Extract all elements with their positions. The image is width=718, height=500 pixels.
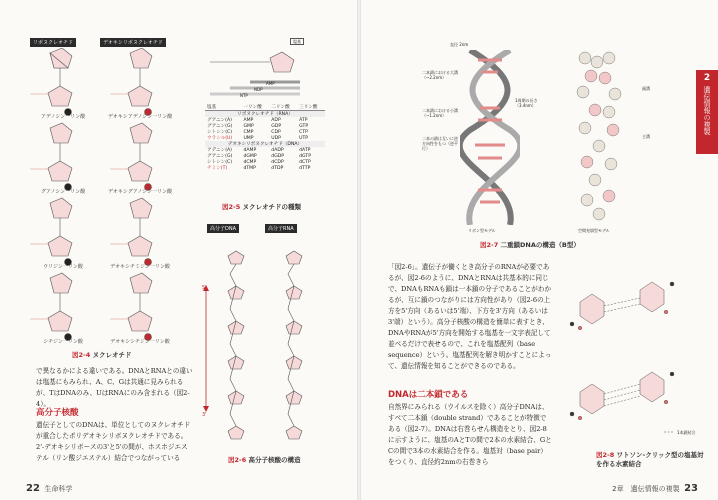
chapter-footer: 2章 遺伝情報の複製 <box>612 485 680 493</box>
label-major-groove-sf: 主溝 <box>642 134 650 139</box>
base-label: 塩基 <box>290 38 304 45</box>
label-minor-groove-sf: 副溝 <box>642 86 650 91</box>
fig25-number: 図2-5 <box>222 203 241 211</box>
fig26-number: 図2-6 <box>228 456 247 464</box>
label-gmp: グアノシン一リン酸 <box>40 189 86 195</box>
ribonucleotide-tag: リボヌクレオチド <box>30 38 76 47</box>
table-row: グアニン(A) AMP ADP ATP <box>207 117 308 123</box>
label-major-groove: 二本鎖における大溝（~2.2nm） <box>422 70 458 80</box>
label-hydrogen-bond: 1本鎖結合 <box>677 430 696 435</box>
label-damp: デオキシアデノシン一リン酸 <box>107 114 173 120</box>
table-row: グアニン(G) GMP GDP GTP <box>207 123 309 129</box>
ntp-label: NTP <box>240 93 248 98</box>
label-dgmp: デオキシグアノシン一リン酸 <box>107 189 173 195</box>
left-page <box>0 0 358 500</box>
page-number-22: 22 <box>26 483 40 494</box>
label-dcmp: デオキシシチジン一リン酸 <box>110 339 170 345</box>
space-filling-model-dna <box>565 48 635 223</box>
right-page <box>360 0 718 500</box>
fig27-caption <box>480 240 580 249</box>
label-diameter: 直径 2nm <box>450 42 469 47</box>
fig24-title: ヌクレオチド <box>92 351 132 359</box>
table-header-di: 二リン酸 <box>269 104 297 111</box>
table-row: ウラシル(U) UMP UDP UTP <box>207 135 309 141</box>
fig28-number: 図2-8 <box>596 451 615 459</box>
table-header-tri: 三リン酸 <box>297 104 325 111</box>
table-row: シトシン(C) dCMP dCDP dCTP <box>207 159 311 165</box>
book-title: 生命科学 <box>44 485 73 493</box>
label-dtmp: デオキシチミジン一リン酸 <box>110 264 170 270</box>
nucleotide-structures <box>20 48 180 348</box>
right-body-paragraph-2: 自然界にみられる（ウイルスを除く）高分子DNAは、すべて二本鎖（double strand）であることが特徴である（図2-7）。DNAは右巻らせん構造をとり、図2-8に示すように、塩基のAとTの間で2本の水素結合、GとCの間で3本の水素結合を作る。塩基対（base pair）をつくり、直径約2nmの右巻きら <box>388 403 552 466</box>
left-body-paragraph-2: 遺伝子としてのDNAは、単位としてのヌクレオチドが重合したポリデオキシリボヌクレオチドである。2'-デオキシリボースの3'と5'の間が、ホスホジエステル（リン酸ジエステル）結合でつながっている <box>36 421 191 462</box>
ribbon-model-dna <box>460 50 520 225</box>
label-ump: ウリジン一リン酸 <box>43 264 83 270</box>
label-space-filling-model: 空間充填型モデル <box>578 228 610 233</box>
fig24-caption <box>72 350 132 359</box>
table-row: アデニン(A) dAMP dADP dATP <box>207 147 311 153</box>
chapter-tab <box>696 70 718 154</box>
table-row: シトシン(C) CMP CDP CTP <box>207 129 308 135</box>
fig24-number: 図2-4 <box>72 351 91 359</box>
amp-label: AMP <box>266 81 275 86</box>
fig28-caption <box>596 450 706 468</box>
fig25-caption <box>222 202 301 211</box>
ndp-label: NDP <box>254 87 263 92</box>
label-pitch: 1周期の長さ（3.4nm） <box>515 98 538 108</box>
fig26-caption <box>228 455 301 464</box>
fig28-title: ワトソン-クリック型の塩基対を作る水素結合 <box>596 451 704 468</box>
label-minor-groove: 二本鎖における小溝（~1.2nm） <box>422 108 458 118</box>
right-footer <box>612 483 698 494</box>
label-amp: アデノシン一リン酸 <box>40 114 86 120</box>
label-ribbon-model: リボン型モデル <box>468 228 496 233</box>
five-prime-label: 5' <box>202 285 207 291</box>
chapter-title: 遺伝情報の複製 <box>703 86 711 135</box>
polymer-chain-diagram <box>198 236 328 451</box>
fig27-number: 図2-7 <box>480 241 499 249</box>
dna-tag: 高分子DNA <box>207 224 239 233</box>
fig26-title: 高分子核酸の構造 <box>248 456 301 464</box>
left-body-paragraph-1: で異なるかによる違いである。DNAとRNAとの違いは塩基にもみられ、A、C、Gは共通に見みられるが、TはDNAのみ、UはRNAにのみ含まれる（図2-4）。 <box>36 367 193 408</box>
base-pair-diagram <box>560 272 700 452</box>
fig27-title: 二重鎖DNAの構造（B型） <box>500 241 580 249</box>
table-row: チミン(T) dTMP dTDP dTTP <box>207 165 311 171</box>
section-heading-double-strand: DNAは二本鎖である <box>388 390 469 400</box>
deoxyribonucleotide-tag: デオキシリボヌクレオチド <box>100 38 166 47</box>
deoxy-subtitle: デオキシリボヌクレオチド（DNA） <box>205 141 325 147</box>
fig25-title: ヌクレオチドの種類 <box>242 203 302 211</box>
three-prime-label: 3' <box>202 412 207 418</box>
rna-tag: 高分子RNA <box>265 224 297 233</box>
ribo-subtitle: リボヌクレオチド（RNA） <box>205 111 325 118</box>
right-body-paragraph-1: 「図2-6」。遺伝子が働くとき高分子のRNAが必要であるが、図2-6のように、DNAとRNAは共基本的に同じで、DNAもRNAも鎖は一本鎖の分子であることがわかるが、互に鎖のつながりには方向性があり（図2-6の上方を5'方向（あるいは5'端）、下方を3'方向（あるいは3'端）という）。高分子核酸の構造を簡単に表すとき、DNAやRNAが5'方向を開始する塩基を一文字表記して並べるだけで表せるので、これを塩基配列（base sequence）という。塩基配列を解き明かすことによって、遺伝情報を知ることができるのである。 <box>388 263 552 370</box>
table-header-base: 塩基 <box>205 104 241 111</box>
table-header-mono: 一リン酸 <box>241 104 269 111</box>
label-antiparallel: 二本の鎖は互いに逆方向性をもつ（逆平行） <box>422 136 458 151</box>
chapter-number: 2 <box>703 73 711 83</box>
table-row: グアニン(G) dGMP dGDP dGTP <box>207 153 312 159</box>
page-number-23: 23 <box>684 483 698 494</box>
label-cmp: シチジン一リン酸 <box>43 339 83 345</box>
nucleotide-table <box>205 104 325 171</box>
section-heading-polymer: 高分子核酸 <box>36 408 79 418</box>
left-footer <box>26 483 72 494</box>
